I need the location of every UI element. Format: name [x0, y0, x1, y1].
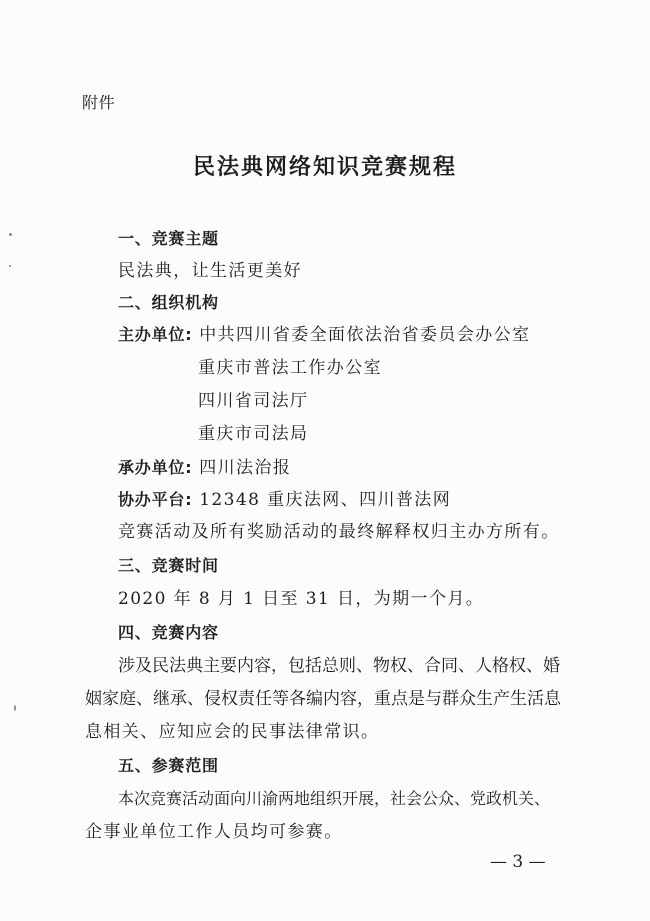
host-2: 重庆市普法工作办公室 [198, 358, 382, 378]
section-heading-theme: 一、竞赛主题 [118, 229, 219, 248]
content-line-2: 姻家庭、继承、侵权责任等各编内容，重点是与群众生产生活息 [85, 689, 561, 709]
section-heading-content: 四、竞赛内容 [118, 623, 219, 642]
co-platform-label: 协办平台: [118, 490, 193, 509]
theme-text: 民法典，让生活更美好 [118, 261, 302, 281]
organizer-row [118, 457, 291, 479]
host-4: 重庆市司法局 [198, 424, 309, 444]
scan-speck [9, 265, 11, 267]
organizer-value: 四川法治报 [199, 458, 292, 478]
co-platform-value: 12348 重庆法网、四川普法网 [199, 490, 452, 510]
section-heading-scope: 五、参赛范围 [118, 756, 219, 775]
time-text: 2020 年 8 月 1 日至 31 日，为期一个月。 [118, 589, 485, 609]
organizer-label: 承办单位: [118, 458, 193, 477]
host-3: 四川省司法厅 [198, 391, 309, 411]
section-heading-organization: 二、组织机构 [118, 293, 219, 312]
page-number: — 3 — [490, 852, 546, 872]
host-1: 中共四川省委全面依法治省委员会办公室 [199, 325, 531, 345]
scan-speck [9, 233, 12, 236]
host-label: 主办单位: [118, 325, 193, 344]
document-title: 民法典网络知识竞赛规程 [192, 155, 457, 180]
attachment-label: 附件 [82, 93, 116, 112]
scope-line-2: 企事业单位工作人员均可参赛。 [85, 822, 343, 842]
co-platform-row [118, 489, 451, 511]
rights-note: 竞赛活动及所有奖励活动的最终解释权归主办方所有。 [118, 522, 560, 542]
scope-line-1: 本次竞赛活动面向川渝两地组织开展，社会公众、党政机关、 [118, 789, 551, 808]
content-line-3: 息相关、应知应会的民事法律常识。 [85, 722, 380, 742]
host-row [118, 324, 530, 346]
section-heading-time: 三、竞赛时间 [118, 556, 219, 575]
content-line-1: 涉及民法典主要内容，包括总则、物权、合同、人格权、婚 [118, 656, 560, 676]
scan-speck [14, 705, 16, 711]
